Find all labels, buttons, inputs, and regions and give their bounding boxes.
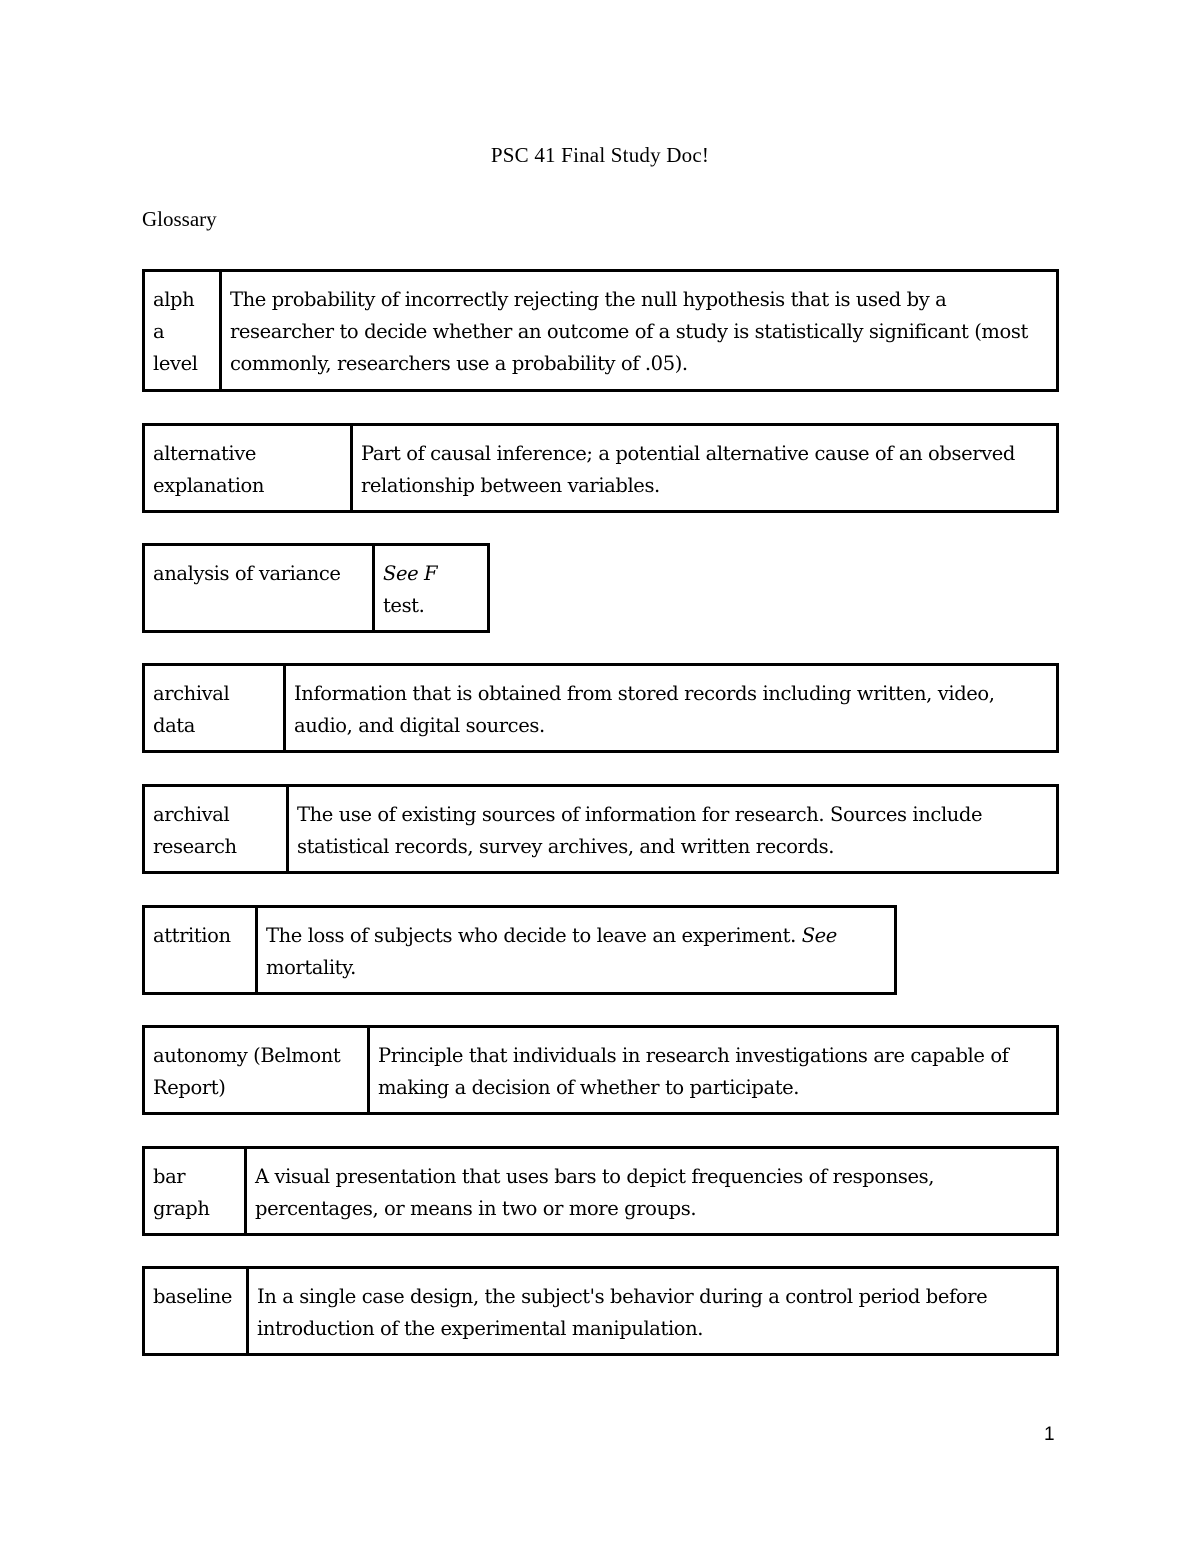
glossary-definition: Information that is obtained from stored records including written, video, audio, and digital sources.: [285, 665, 1058, 752]
glossary-term: alternative explanation: [144, 425, 352, 512]
glossary-definition: The probability of incorrectly rejecting the null hypothesis that is used by a researcher to decide whether an outcome of a study is statistically significant (most commonly, researchers use a probability of .05).: [221, 271, 1058, 391]
glossary-term-line: a: [153, 320, 165, 343]
section-heading: Glossary: [142, 207, 217, 231]
glossary-definition: Part of causal inference; a potential alternative cause of an observed relationship between variables.: [352, 425, 1058, 512]
glossary-definition: A visual presentation that uses bars to depict frequencies of responses, percentages, or means in two or more groups.: [246, 1148, 1058, 1235]
glossary-term: archival data: [144, 665, 285, 752]
glossary-term: [144, 271, 221, 391]
glossary-term: autonomy (Belmont Report): [144, 1027, 369, 1114]
glossary-entry-alternative-explanation: [142, 423, 1059, 513]
glossary-entry-archival-data: [142, 663, 1059, 753]
glossary-definition-rest: mortality.: [266, 956, 356, 979]
glossary-entry-alpha-level: [142, 269, 1059, 392]
glossary-term-line: alph: [153, 288, 195, 311]
glossary-definition: In a single case design, the subject's behavior during a control period before introduction of the experimental manipulation.: [248, 1268, 1058, 1355]
glossary-entry-archival-research: [142, 784, 1059, 874]
glossary-term: baseline: [144, 1268, 248, 1355]
glossary-term-line: level: [153, 352, 198, 375]
glossary-term: analysis of variance: [144, 545, 374, 632]
glossary-definition-text: The loss of subjects who decide to leave an experiment.: [266, 924, 802, 947]
glossary-definition: The use of existing sources of information for research. Sources include statistical records, survey archives, and written records.: [288, 786, 1058, 873]
glossary-entry-bar-graph: [142, 1146, 1059, 1236]
glossary-term: bar graph: [144, 1148, 246, 1235]
glossary-definition-italic: See: [801, 924, 837, 947]
glossary-entry-analysis-of-variance: [142, 543, 490, 633]
glossary-definition: Principle that individuals in research investigations are capable of making a decision of whether to participate.: [369, 1027, 1058, 1114]
glossary-definition: [257, 907, 896, 994]
glossary-term: attrition: [144, 907, 257, 994]
document-title: PSC 41 Final Study Doc!: [490, 143, 710, 167]
glossary-entry-baseline: [142, 1266, 1059, 1356]
glossary-entry-autonomy-belmont-report: [142, 1025, 1059, 1115]
glossary-entry-attrition: [142, 905, 897, 995]
glossary-term: archival research: [144, 786, 288, 873]
page-number: 1: [1044, 1424, 1055, 1445]
glossary-definition-italic: See F: [383, 562, 438, 585]
glossary-definition-rest: test.: [383, 594, 425, 617]
glossary-definition: [374, 545, 489, 632]
